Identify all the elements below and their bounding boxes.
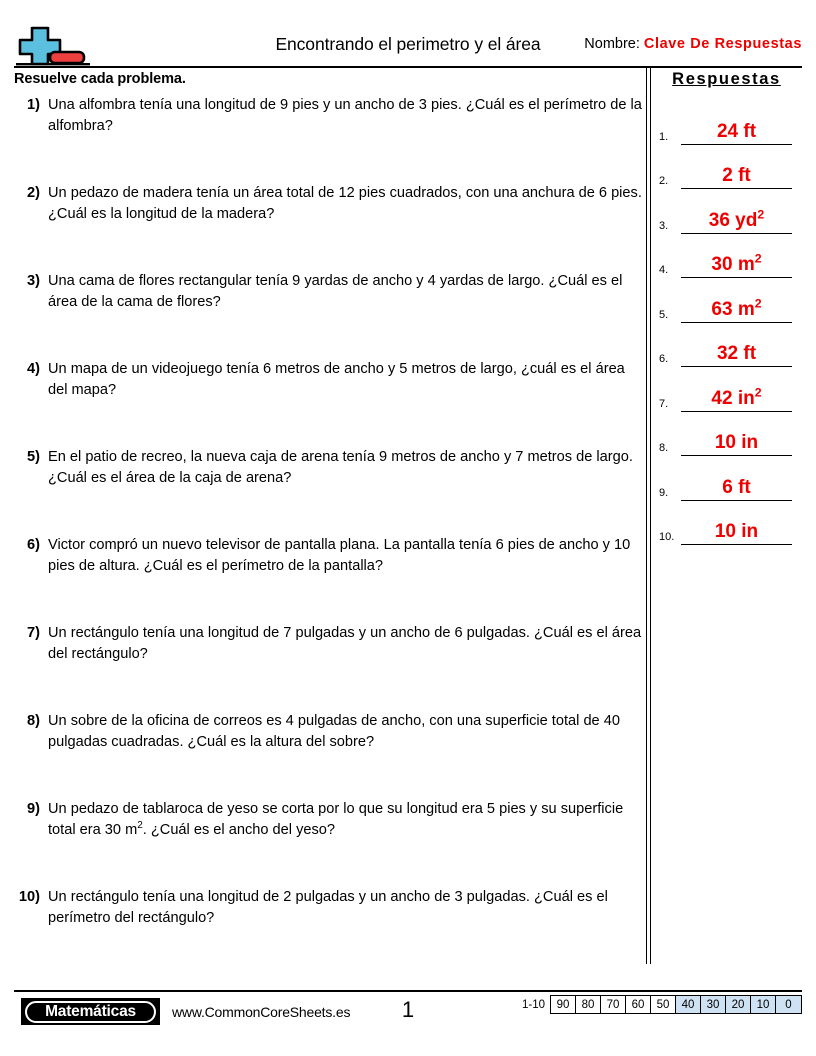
answer-row [659,100,802,145]
answer-value [681,121,792,145]
answer-number: 6. [659,353,669,365]
answer-value [681,251,792,278]
answer-number: 10. [659,531,675,543]
problem-item [14,622,644,710]
answer-row [659,367,802,412]
score-scale-cell: 20 [726,996,751,1013]
score-scale-cell: 10 [751,996,776,1013]
problem-item [14,798,644,886]
problem-number: 9) [27,801,40,817]
problem-item [14,446,644,534]
problem-number: 6) [27,537,40,553]
answers-heading: Respuestas [672,70,781,88]
answer-text: 10 in [714,521,759,542]
problem-item [14,270,644,358]
answer-number: 2. [659,175,669,187]
problem-text: Un mapa de un videojuego tenía 6 metros de ancho y 5 metros de largo, ¿cuál es el área del mapa? [48,361,625,398]
problem-text-superscript: 2 [137,820,143,832]
score-scale-cell: 60 [626,996,651,1013]
score-scale-cell: 30 [701,996,726,1013]
problem-text-main: Un pedazo de tablaroca de yeso se corta por lo que su longitud era 5 pies y su superficie total era 30 m [48,801,624,838]
answer-text: 10 in [714,432,759,453]
answer-row [659,323,802,368]
problem-item [14,94,644,182]
answer-value [681,165,792,189]
answer-superscript: 2 [754,296,762,311]
answer-row [659,189,802,234]
problem-number: 2) [27,185,40,201]
answer-number: 9. [659,486,669,499]
answer-number: 3. [659,219,669,232]
answer-text: 30 m [711,254,755,275]
problem-text: Un rectángulo tenía una longitud de 2 pulgadas y un ancho de 3 pulgadas. ¿Cuál es el perímetro del rectángulo? [48,889,608,926]
questions-column [14,68,644,976]
problem-item [14,886,644,974]
page-header [0,0,816,54]
score-scale-label: 1-10 [521,998,545,1011]
answer-text: 32 ft [716,343,757,364]
score-scale-cell: 80 [576,996,601,1013]
answer-value [681,521,792,545]
problem-item [14,710,644,798]
subject-badge-label: Matemáticas [25,1001,156,1023]
problem-item [14,358,644,446]
problem-text [48,798,644,886]
problem-number: 1) [27,97,40,113]
answer-superscript: 2 [754,251,762,266]
problem-item [14,182,644,270]
answer-value [681,343,792,367]
score-scale-cell: 40 [676,996,701,1013]
answer-row [659,278,802,323]
problem-text: Un rectángulo tenía una longitud de 7 pulgadas y un ancho de 6 pulgadas. ¿Cuál es el área del rectángulo? [48,625,642,662]
answer-number: 4. [659,264,669,276]
answer-number: 5. [659,308,669,321]
answer-number: 1. [659,130,669,143]
answer-number: 7. [659,397,669,410]
answer-value [681,207,792,234]
answers-column [653,68,802,976]
score-scale-boxes [550,995,802,1014]
answer-value [681,296,792,323]
answer-text: 63 m [711,298,755,320]
problem-number: 7) [27,625,40,641]
page-number: 1 [401,997,415,1022]
answer-value [681,477,792,501]
answer-value [681,432,792,456]
answer-text: 2 ft [722,165,751,186]
name-label: Nombre: [584,36,640,52]
answer-superscript: 2 [757,207,765,222]
name-field [584,36,802,52]
problem-text: Victor compró un nuevo televisor de pantalla plana. La pantalla tenía 6 pies de ancho y 10 pies de altura. ¿Cuál es el perímetro de la pantalla? [48,537,631,574]
answer-row [659,145,802,190]
page-title: Encontrando el perimetro y el área [275,34,541,54]
answer-text: 6 ft [722,476,751,498]
problem-text: Un pedazo de madera tenía un área total de 12 pies cuadrados, con una anchura de 6 pies. ¿Cuál es la longitud de la madera? [48,185,642,222]
problem-text: En el patio de recreo, la nueva caja de arena tenía 9 metros de ancho y 7 metros de largo. ¿Cuál es el área de la caja de arena? [48,449,633,486]
score-scale-cell: 70 [601,996,626,1013]
problem-number: 3) [27,273,40,289]
score-scale-cell: 50 [651,996,676,1013]
answer-superscript: 2 [754,385,762,400]
footer-divider [14,990,802,992]
answer-text: 36 yd [708,209,758,231]
answer-text: 24 ft [716,120,757,142]
column-divider [644,68,653,976]
problem-text: Una cama de flores rectangular tenía 9 yardas de ancho y 4 yardas de largo. ¿Cuál es el área de la cama de flores? [48,273,623,310]
problem-number: 8) [27,713,40,729]
answer-row [659,234,802,279]
score-scale-cell: 90 [551,996,576,1013]
answer-row [659,501,802,546]
problem-text-tail: . ¿Cuál es el ancho del yeso? [142,822,336,838]
answer-row [659,456,802,501]
answer-text: 42 in [711,387,755,409]
problem-text: Un sobre de la oficina de correos es 4 pulgadas de ancho, con una superficie total de 40 pulgadas cuadradas. ¿Cuál es la altura del sobre? [48,713,620,750]
score-scale-cell: 0 [776,996,801,1013]
website-url: www.CommonCoreSheets.es [172,1004,351,1020]
problem-text: Una alfombra tenía una longitud de 9 pies y un ancho de 3 pies. ¿Cuál es el perímetro de la alfombra? [48,97,642,134]
name-value: Clave De Respuestas [643,36,802,52]
worksheet-body [14,68,802,976]
answer-row [659,412,802,457]
answer-value [681,385,792,412]
answer-number: 8. [659,442,669,454]
instructions: Resuelve cada problema. [14,71,186,87]
score-scale [522,995,802,1014]
problem-number: 10) [18,889,40,905]
problem-item [14,534,644,622]
problem-number: 4) [27,361,40,377]
problem-number: 5) [27,449,40,465]
